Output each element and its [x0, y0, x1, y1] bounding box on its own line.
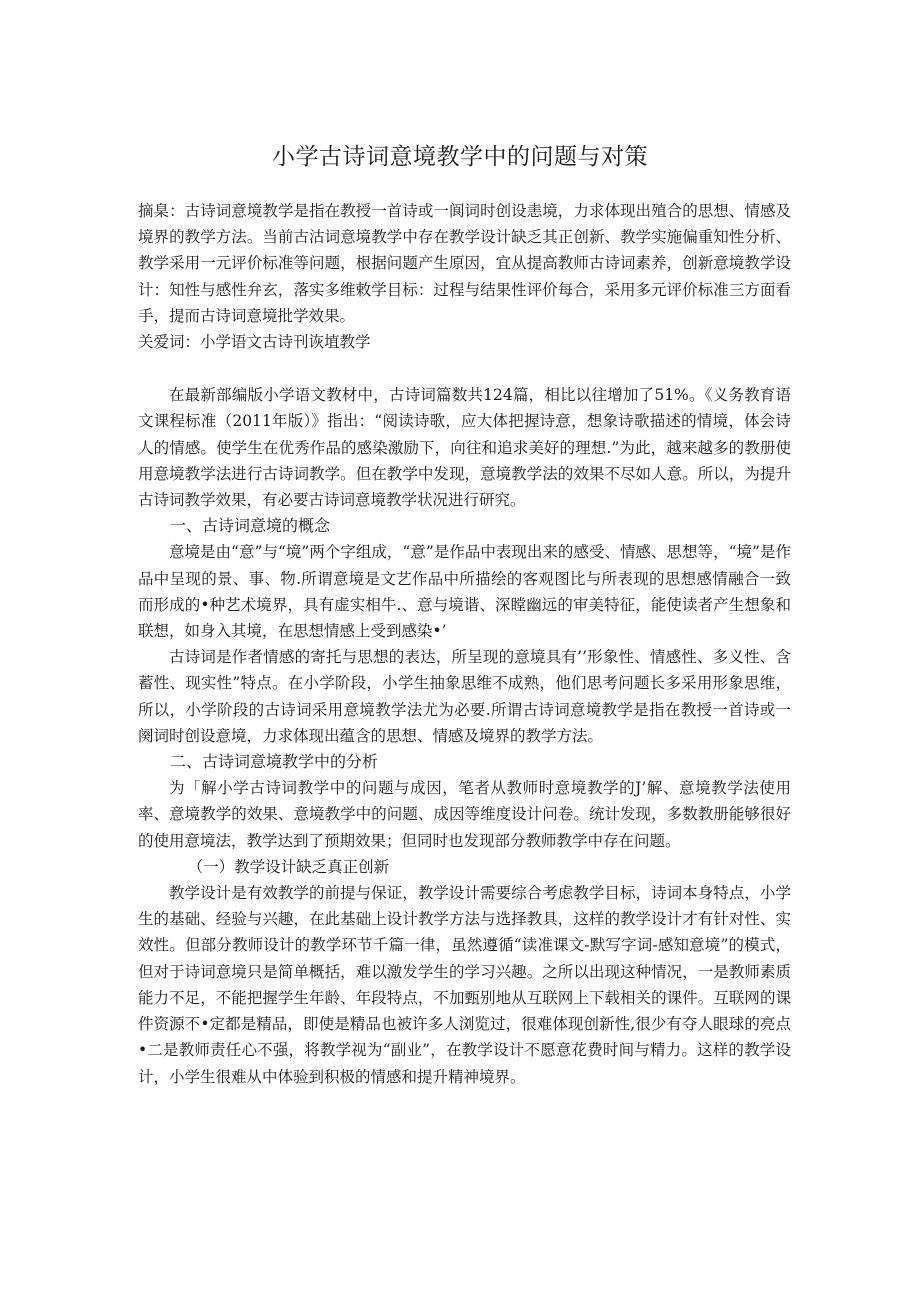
section-2-paragraph: 为「解小学古诗词教学中的问题与成因，笔者从教师时意境教学的J’解、意境教学法使用率、意境教学的效果、意境教学中的问题、成因等维度设计问卷。统计发现，多数教册能够很好的使用意境法，教学达到了预期效果；但同时也发现部分教师教学中存在问题。	[138, 779, 791, 850]
subsection-paragraph: 教学设计是有效教学的前提与保证，教学设计需要综合考虑教学目标，诗词本身特点，小学生的基础、经验与兴趣，在此基础上设计教学方法与选择教具，这样的教学设计才有针对性、实效性。但部分教师设计的教学环节千篇一律，虽然遵循“读准课文-默写字词-感知意境”的模式，但对于诗词意境只是简单概括，难以激发学生的学习兴趣。之所以出现这种情况，一是教师素质能力不足，不能把握学生年龄、年段特点，不加甄别地从互联网上下载相关的课件。互联网的课件资源不•定都是精品，即使是精品也被许多人浏览过，很难体现创新性,很少有夺人眼球的亮点•二是教师责任心不强，将教学视为“副业”，在教学设计不愿意花费时间与精力。这样的教学设计，小学生很难从中体验到积极的情感和提升精神境界。	[138, 884, 791, 1086]
intro-paragraph: 在最新部编版小学语文教材中，古诗词篇数共124篇，相比以往增加了51%。《义务教育语文课程标准（2011年版）》指出：“阅读诗歌，应大体把握诗意，想象诗歌描述的情境，体会诗人的情感。使学生在优秀作品的感染激励下，向往和追求美好的理想.”为此，越来越多的教册使用意境教学法进行古诗词教学。但在教学中发现，意境教学法的效果不尽如人意。所以，为提升古诗词教学效果，有必要古诗词意境教学状况进行研究。	[138, 386, 791, 510]
section-1-paragraph: 古诗词是作者情感的寄托与思想的表达，所呈现的意境具有’’形象性、情感性、多义性、含蓄性、现实性”特点。在小学阶段，小学生抽象思维不成熟，他们思考问题长多采用形象思维，所以，小学阶段的古诗词采用意境教学法尤为必要.所谓古诗词意境教学是指在教授一首诗或一阕词时创设意境，力求体现出蕴含的思想、情感及境界的教学方法。	[138, 648, 791, 745]
section-2-heading: 二、古诗词意境教学中的分析	[170, 752, 379, 772]
section-1-paragraph: 意境是由“意”与“境”两个字组成，“意”是作品中表现出来的感受、情感、思想等，“境”是作品中呈现的景、事、物.所谓意境是文艺作品中所描绘的客观图比与所表现的思想感情融合一致而形成的•种艺术境界，具有虚实相牛.、意与境谐、深瞠幽远的审美特征，能使读者产生想象和联想，如身入其境，在思想情感上受到感染•’	[138, 543, 791, 641]
document-body	[138, 198, 791, 1090]
keywords-line: 关爱词：小学语文古诗刊诙埴教学	[138, 333, 371, 352]
abstract-paragraph: 摘臬：古诗词意境教学是指在教授一首诗或一阆词时创设恚境，力求体现出殖合的思想、情感及境界的教学方法。当前古沽词意境教学中存在教学设计缺乏其正创新、教学实施偏重知性分析、教学采用一元评价标准等问题，根据问题产生原因，宜从提高教师古诗词素养，创新意境教学设计：知性与感性弁玄，落实多维敕学目标：过程与结果性评价每合，采用多元评价标准三方面看手，提而古诗词意境批学效果。	[138, 202, 791, 325]
subsection-heading: （一）教学设计缺乏真正创新	[187, 857, 390, 876]
section-1-heading: 一、古诗词意境的概念	[170, 516, 331, 536]
document-title: 小学古诗词意境教学中的问题与对策	[272, 144, 648, 170]
